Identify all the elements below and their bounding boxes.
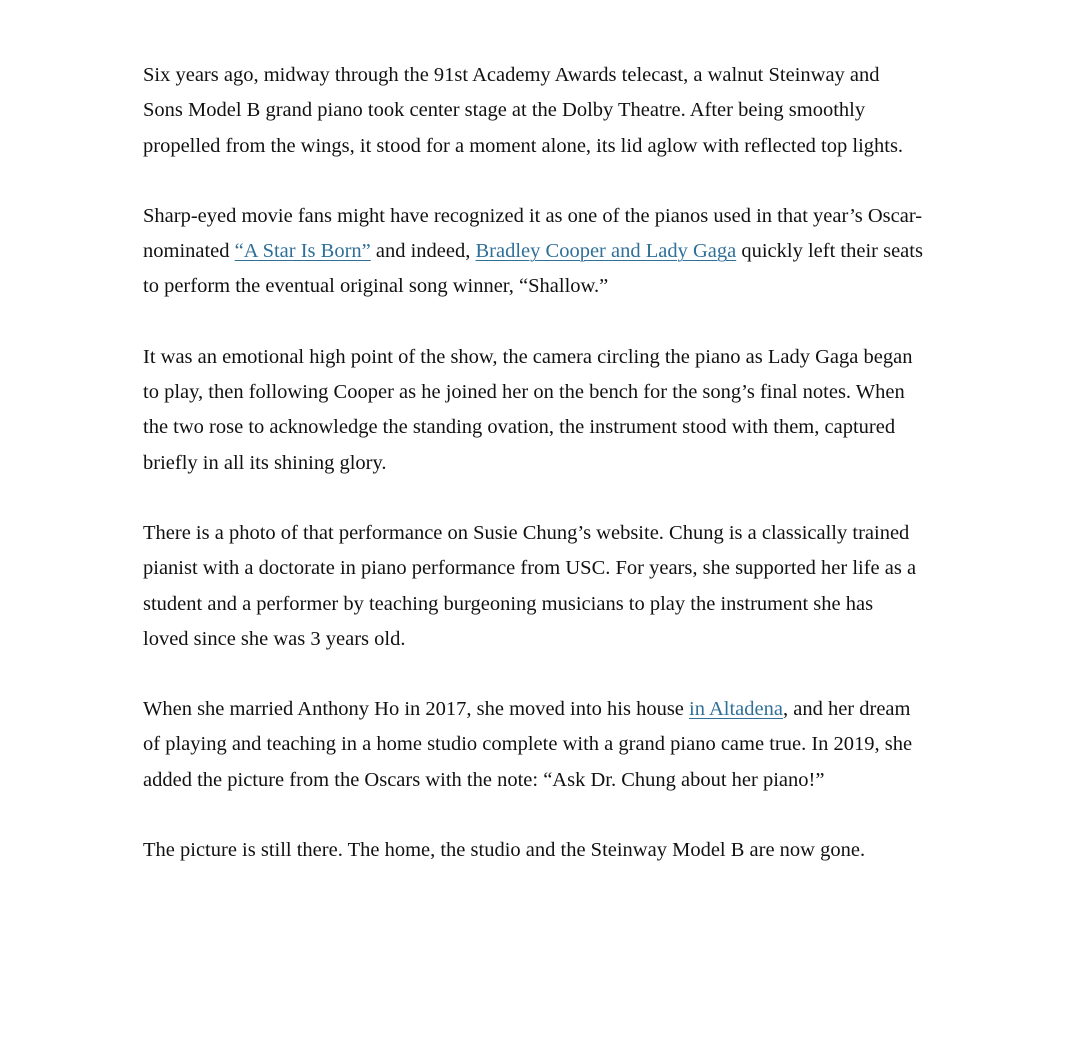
paragraph-text: Sharp-eyed movie fans might have recognized it as one of the pianos used in that year’s Oscar-nominated (143, 204, 923, 263)
paragraph-susie-chung-website: There is a photo of that performance on Susie Chung’s website. Chung is a classically trained pianist with a doctorate in piano performance from USC. For years, she supported her life as a student and a performer by teaching burgeoning musicians to play the instrument she has loved since she was 3 years old. (143, 521, 917, 650)
paragraph-text: When she married Anthony Ho in 2017, she moved into his house (143, 698, 690, 721)
link-a-star-is-born[interactable]: “A Star Is Born” (234, 240, 371, 263)
paragraph-oscars-piano: Six years ago, midway through the 91st Academy Awards telecast, a walnut Steinway and Sons Model B grand piano took center stage at the Dolby Theatre. After being smoothly propelled from the wings, it stood for a moment alone, its lid aglow with reflected top lights. (143, 64, 904, 157)
paragraph-text: quickly left their seats to perform the eventual original song winner, “Shallow.” (143, 240, 923, 298)
article-body (143, 58, 923, 903)
link-in-altadena[interactable]: in Altadena (689, 698, 783, 721)
paragraph-text: and indeed, (370, 240, 476, 263)
paragraph-married-anthony-ho (143, 692, 923, 798)
paragraph-star-is-born (143, 199, 923, 305)
paragraph-picture-still-there: The picture is still there. The home, the studio and the Steinway Model B are now gone. (143, 839, 866, 862)
link-bradley-cooper-lady-gaga[interactable]: Bradley Cooper and Lady Gaga (475, 240, 737, 263)
paragraph-emotional-high-point: It was an emotional high point of the show, the camera circling the piano as Lady Gaga began to play, then following Cooper as he joined her on the bench for the song’s final notes. When the two rose to acknowledge the standing ovation, the instrument stood with them, captured briefly in all its shining glory. (143, 345, 913, 474)
paragraph-text: , and her dream of playing and teaching in a home studio complete with a grand piano came true. In 2019, she added the picture from the Oscars with the note: “Ask Dr. Chung about her piano!” (143, 698, 913, 791)
